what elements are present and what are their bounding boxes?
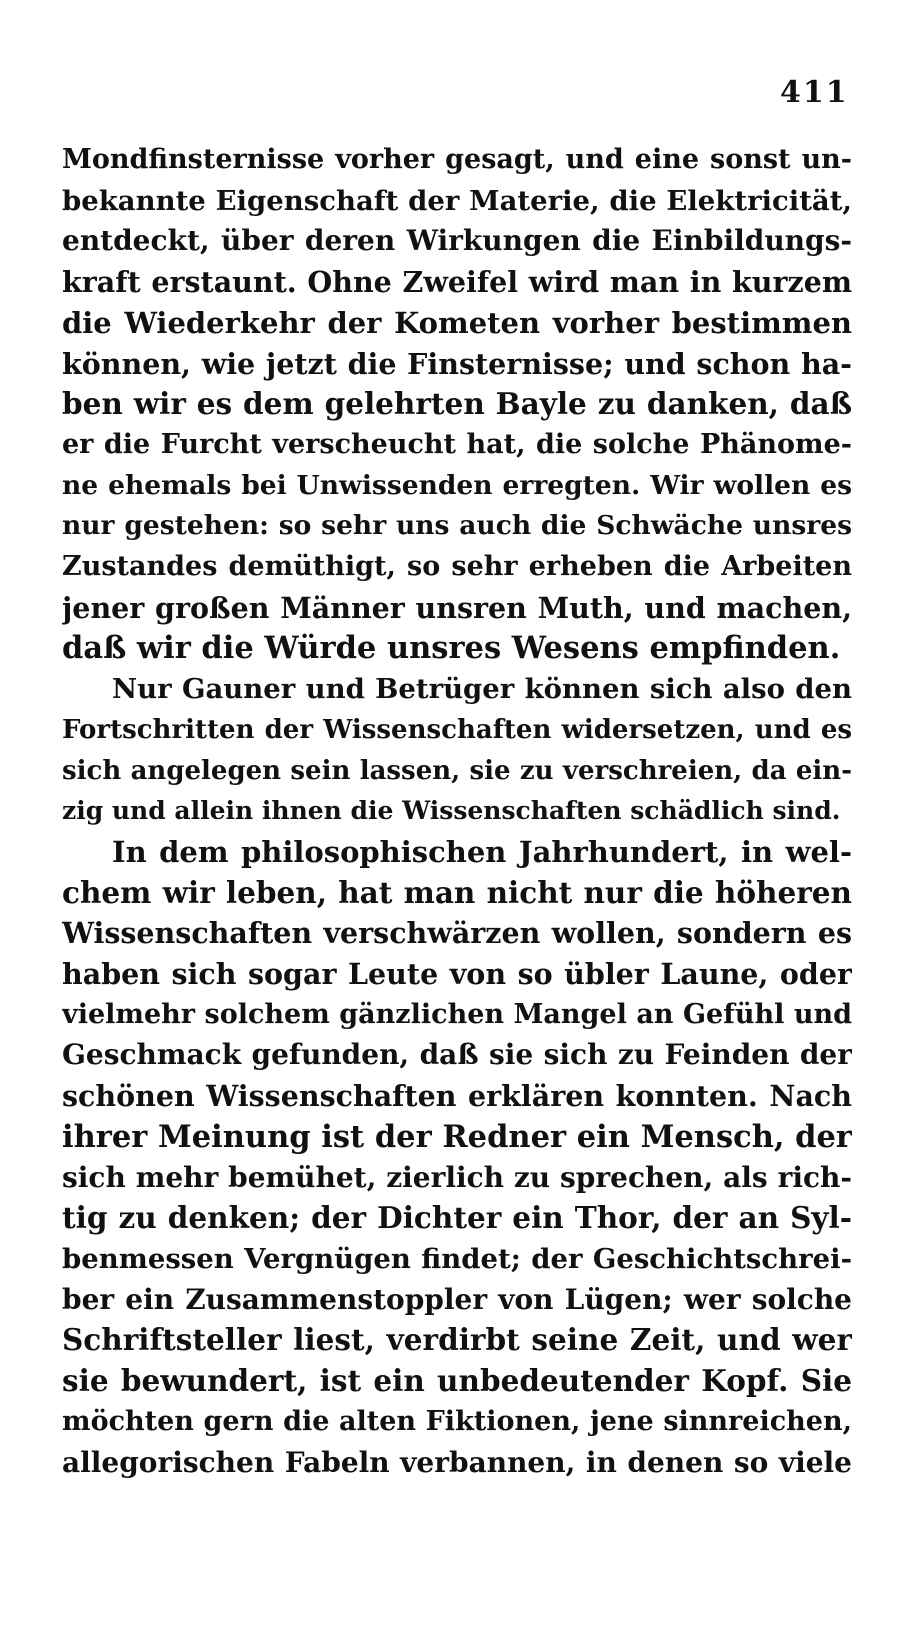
text-line: möchten gern die alten Fiktionen, jene sinnreichen, — [62, 1405, 852, 1437]
text-line: die Wiederkehr der Kometen vorher bestimmen — [62, 305, 852, 340]
text-line: ne ehemals bei Unwissenden erregten. Wir wollen es — [62, 469, 852, 501]
body-text — [62, 140, 852, 1483]
text-line: Schriftsteller liest, verdirbt seine Zeit, und wer — [62, 1322, 852, 1358]
text-line: Wissenschaften verschwärzen wollen, sondern es — [62, 916, 852, 951]
text-line: ben wir es dem gelehrten Bayle zu danken, daß — [62, 386, 852, 422]
text-line: Fortschritten der Wissenschaften widersetzen, und es — [62, 714, 852, 745]
text-line: nur gestehen: so sehr uns auch die Schwäche unsres — [62, 510, 852, 542]
text-line: ihrer Meinung ist der Redner ein Mensch, der — [62, 1118, 852, 1155]
text-line: Mondfinsternisse vorher gesagt, und eine sonst un- — [62, 144, 852, 175]
text-line: ber ein Zusammenstoppler von Lügen; wer solche — [62, 1282, 852, 1316]
text-line: sich mehr bemühet, zierlich zu sprechen, als rich- — [62, 1160, 852, 1194]
text-line: daß wir die Würde unsres Wesens empfinden. — [62, 630, 841, 667]
text-line: können, wie jetzt die Finsternisse; und schon ha- — [62, 346, 852, 381]
text-line: schönen Wissenschaften erklären konnten. Nach — [62, 1079, 852, 1114]
text-line: Zustandes demüthigt, so sehr erheben die Arbeiten — [62, 551, 852, 583]
text-line: tig zu denken; der Dichter ein Thor, der an Syl- — [62, 1200, 852, 1236]
text-line: vielmehr solchem gänzlichen Mangel an Gefühl und — [62, 998, 852, 1030]
text-line: sie bewundert, ist ein unbedeutender Kopf. Sie — [62, 1363, 852, 1399]
text-line: sich angelegen sein lassen, sie zu verschreien, da ein- — [62, 755, 852, 786]
text-line: allegorischen Fabeln verbannen, in denen so viele — [62, 1445, 852, 1479]
text-line: Nur Gauner und Betrüger können sich also den — [112, 673, 852, 706]
text-line: benmessen Vergnügen findet; der Geschichtschrei- — [62, 1242, 852, 1275]
text-line: chem wir leben, hat man nicht nur die höheren — [62, 874, 852, 910]
text-line: Geschmack gefunden, daß sie sich zu Feinden der — [62, 1038, 852, 1072]
page-number: 411 — [780, 75, 849, 110]
text-line: bekannte Eigenschaft der Materie, die Elektricität, — [62, 184, 852, 217]
text-line: entdeckt, über deren Wirkungen die Einbildungs- — [62, 224, 852, 258]
text-line: In dem philosophischen Jahrhundert, in wel- — [112, 834, 852, 869]
text-line: haben sich sogar Leute von so übler Laune, oder — [62, 957, 852, 992]
text-line: zig und allein ihnen die Wissenschaften schädlich sind. — [62, 796, 841, 826]
text-line: jener großen Männer unsren Muth, und machen, — [62, 590, 852, 625]
text-line: er die Furcht verscheucht hat, die solche Phänome- — [62, 428, 852, 460]
text-line: kraft erstaunt. Ohne Zweifel wird man in kurzem — [62, 265, 852, 300]
